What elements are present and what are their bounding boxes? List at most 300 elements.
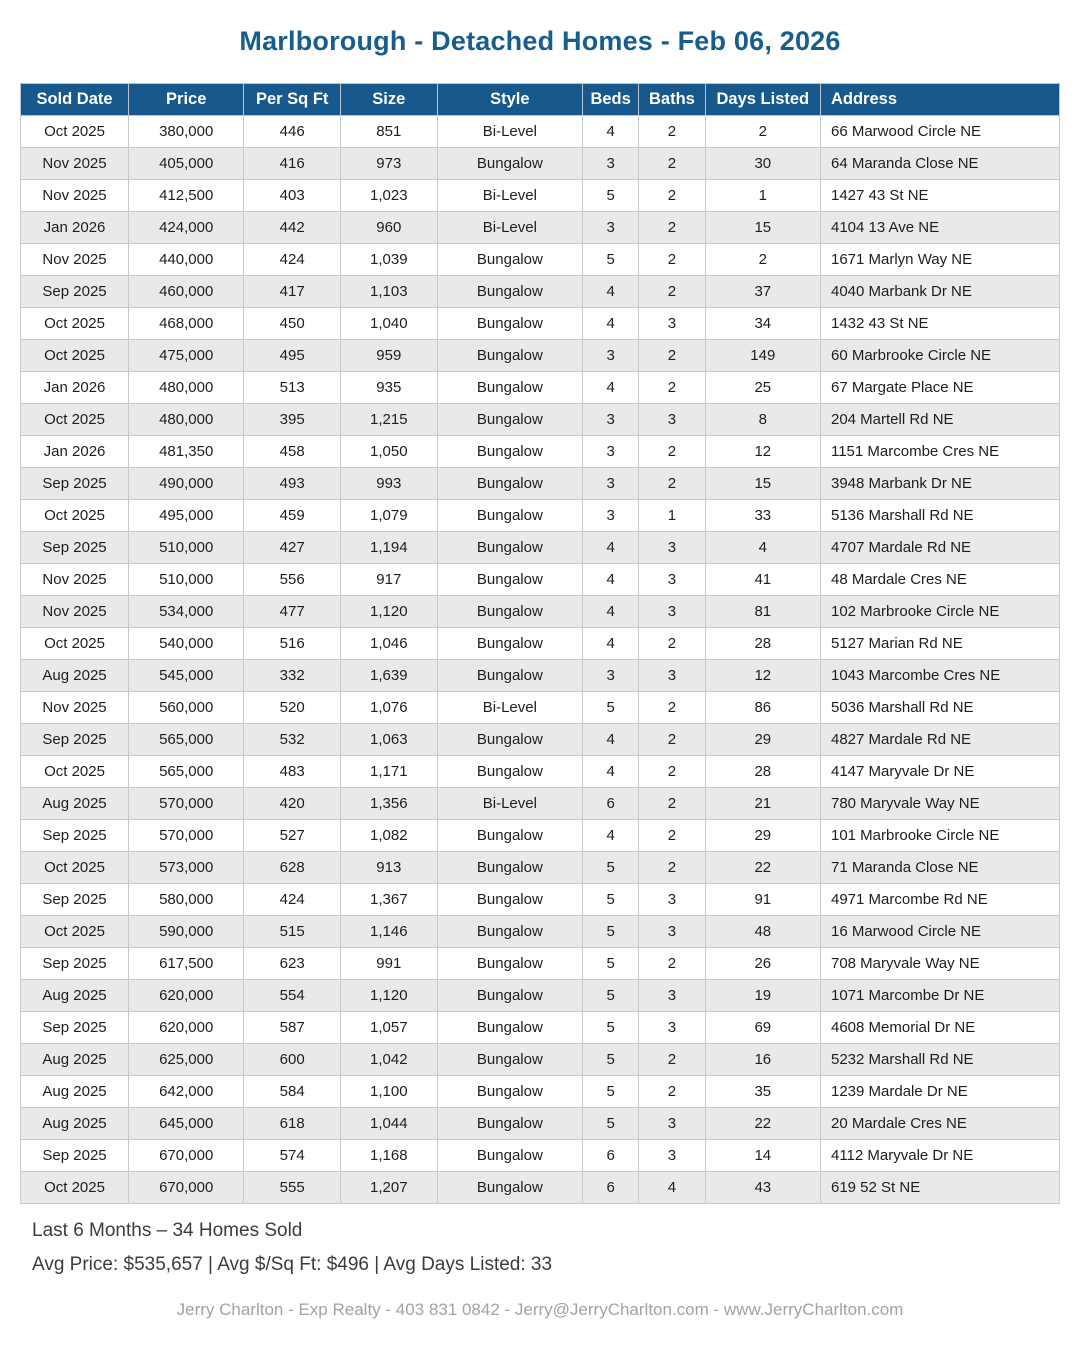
cell-address: 1043 Marcombe Cres NE: [820, 660, 1059, 692]
cell-sold-date: Oct 2025: [21, 116, 129, 148]
cell-baths: 3: [639, 404, 705, 436]
cell-per-sq-ft: 403: [244, 180, 341, 212]
cell-size: 851: [341, 116, 438, 148]
cell-beds: 5: [583, 980, 639, 1012]
cell-price: 570,000: [129, 820, 244, 852]
cell-sold-date: Aug 2025: [21, 980, 129, 1012]
cell-price: 670,000: [129, 1172, 244, 1204]
cell-address: 1151 Marcombe Cres NE: [820, 436, 1059, 468]
cell-days-listed: 25: [705, 372, 820, 404]
summary-line-homes-sold: Last 6 Months – 34 Homes Sold: [32, 1220, 303, 1241]
cell-style: Bungalow: [437, 372, 582, 404]
cell-sold-date: Aug 2025: [21, 1044, 129, 1076]
cell-beds: 3: [583, 148, 639, 180]
cell-per-sq-ft: 332: [244, 660, 341, 692]
cell-sold-date: Sep 2025: [21, 724, 129, 756]
cell-days-listed: 35: [705, 1076, 820, 1108]
cell-beds: 4: [583, 724, 639, 756]
cell-baths: 2: [639, 372, 705, 404]
cell-size: 1,146: [341, 916, 438, 948]
cell-sold-date: Oct 2025: [21, 340, 129, 372]
cell-days-listed: 2: [705, 116, 820, 148]
table-row: [21, 212, 1060, 244]
cell-per-sq-ft: 450: [244, 308, 341, 340]
cell-beds: 4: [583, 372, 639, 404]
cell-per-sq-ft: 574: [244, 1140, 341, 1172]
cell-sold-date: Aug 2025: [21, 788, 129, 820]
cell-beds: 4: [583, 116, 639, 148]
cell-days-listed: 15: [705, 468, 820, 500]
cell-days-listed: 15: [705, 212, 820, 244]
cell-address: 102 Marbrooke Circle NE: [820, 596, 1059, 628]
cell-price: 424,000: [129, 212, 244, 244]
col-header-address: Address: [820, 84, 1059, 116]
cell-per-sq-ft: 477: [244, 596, 341, 628]
table-row: [21, 468, 1060, 500]
cell-style: Bi-Level: [437, 212, 582, 244]
cell-beds: 5: [583, 916, 639, 948]
col-header-beds: Beds: [583, 84, 639, 116]
cell-beds: 3: [583, 340, 639, 372]
cell-baths: 2: [639, 212, 705, 244]
cell-days-listed: 48: [705, 916, 820, 948]
cell-sold-date: Sep 2025: [21, 468, 129, 500]
cell-sold-date: Oct 2025: [21, 628, 129, 660]
cell-address: 16 Marwood Circle NE: [820, 916, 1059, 948]
cell-sold-date: Aug 2025: [21, 1108, 129, 1140]
cell-days-listed: 29: [705, 724, 820, 756]
cell-price: 510,000: [129, 564, 244, 596]
cell-address: 4707 Mardale Rd NE: [820, 532, 1059, 564]
cell-price: 495,000: [129, 500, 244, 532]
cell-baths: 2: [639, 852, 705, 884]
cell-sold-date: Nov 2025: [21, 596, 129, 628]
cell-baths: 2: [639, 1044, 705, 1076]
cell-price: 670,000: [129, 1140, 244, 1172]
cell-price: 565,000: [129, 724, 244, 756]
cell-beds: 5: [583, 244, 639, 276]
cell-size: 1,100: [341, 1076, 438, 1108]
cell-sold-date: Sep 2025: [21, 820, 129, 852]
cell-address: 20 Mardale Cres NE: [820, 1108, 1059, 1140]
cell-days-listed: 41: [705, 564, 820, 596]
cell-per-sq-ft: 513: [244, 372, 341, 404]
cell-sold-date: Sep 2025: [21, 1140, 129, 1172]
cell-size: 1,120: [341, 980, 438, 1012]
cell-baths: 4: [639, 1172, 705, 1204]
cell-price: 480,000: [129, 372, 244, 404]
cell-price: 560,000: [129, 692, 244, 724]
cell-per-sq-ft: 424: [244, 884, 341, 916]
cell-style: Bungalow: [437, 628, 582, 660]
cell-days-listed: 14: [705, 1140, 820, 1172]
cell-baths: 3: [639, 660, 705, 692]
cell-baths: 3: [639, 1140, 705, 1172]
cell-days-listed: 21: [705, 788, 820, 820]
cell-address: 4040 Marbank Dr NE: [820, 276, 1059, 308]
cell-days-listed: 86: [705, 692, 820, 724]
cell-style: Bungalow: [437, 948, 582, 980]
cell-baths: 2: [639, 820, 705, 852]
cell-address: 619 52 St NE: [820, 1172, 1059, 1204]
cell-sold-date: Nov 2025: [21, 148, 129, 180]
cell-sold-date: Jan 2026: [21, 436, 129, 468]
cell-per-sq-ft: 427: [244, 532, 341, 564]
cell-size: 1,046: [341, 628, 438, 660]
cell-size: 1,120: [341, 596, 438, 628]
cell-style: Bungalow: [437, 564, 582, 596]
cell-per-sq-ft: 495: [244, 340, 341, 372]
cell-days-listed: 19: [705, 980, 820, 1012]
table-row: [21, 596, 1060, 628]
col-header-days-listed: Days Listed: [705, 84, 820, 116]
cell-baths: 3: [639, 916, 705, 948]
cell-address: 67 Margate Place NE: [820, 372, 1059, 404]
cell-style: Bungalow: [437, 724, 582, 756]
cell-sold-date: Aug 2025: [21, 660, 129, 692]
cell-beds: 4: [583, 532, 639, 564]
cell-size: 1,367: [341, 884, 438, 916]
cell-style: Bungalow: [437, 916, 582, 948]
cell-address: 64 Maranda Close NE: [820, 148, 1059, 180]
cell-per-sq-ft: 395: [244, 404, 341, 436]
cell-size: 1,079: [341, 500, 438, 532]
cell-price: 440,000: [129, 244, 244, 276]
cell-price: 460,000: [129, 276, 244, 308]
cell-price: 620,000: [129, 980, 244, 1012]
cell-beds: 3: [583, 660, 639, 692]
cell-price: 412,500: [129, 180, 244, 212]
cell-size: 1,356: [341, 788, 438, 820]
cell-sold-date: Oct 2025: [21, 500, 129, 532]
cell-price: 642,000: [129, 1076, 244, 1108]
cell-baths: 3: [639, 1108, 705, 1140]
table-row: [21, 1076, 1060, 1108]
cell-style: Bi-Level: [437, 692, 582, 724]
table-row: [21, 916, 1060, 948]
cell-baths: 3: [639, 980, 705, 1012]
cell-sold-date: Jan 2026: [21, 372, 129, 404]
cell-per-sq-ft: 532: [244, 724, 341, 756]
cell-address: 1071 Marcombe Dr NE: [820, 980, 1059, 1012]
cell-beds: 5: [583, 1076, 639, 1108]
table-row: [21, 1140, 1060, 1172]
cell-baths: 3: [639, 1012, 705, 1044]
cell-price: 617,500: [129, 948, 244, 980]
cell-sold-date: Nov 2025: [21, 180, 129, 212]
col-header-size: Size: [341, 84, 438, 116]
cell-beds: 4: [583, 308, 639, 340]
table-body: [21, 116, 1060, 1204]
cell-per-sq-ft: 458: [244, 436, 341, 468]
cell-per-sq-ft: 515: [244, 916, 341, 948]
cell-size: 973: [341, 148, 438, 180]
table-row: [21, 1172, 1060, 1204]
cell-style: Bungalow: [437, 532, 582, 564]
cell-style: Bi-Level: [437, 116, 582, 148]
cell-price: 468,000: [129, 308, 244, 340]
sold-homes-table: [20, 83, 1060, 1204]
table-header-row: [21, 84, 1060, 116]
cell-baths: 2: [639, 628, 705, 660]
cell-price: 570,000: [129, 788, 244, 820]
cell-per-sq-ft: 516: [244, 628, 341, 660]
cell-style: Bungalow: [437, 148, 582, 180]
cell-size: 991: [341, 948, 438, 980]
cell-address: 3948 Marbank Dr NE: [820, 468, 1059, 500]
cell-address: 4104 13 Ave NE: [820, 212, 1059, 244]
cell-address: 1427 43 St NE: [820, 180, 1059, 212]
cell-style: Bungalow: [437, 852, 582, 884]
cell-sold-date: Oct 2025: [21, 916, 129, 948]
cell-address: 4112 Maryvale Dr NE: [820, 1140, 1059, 1172]
cell-days-listed: 43: [705, 1172, 820, 1204]
table-row: [21, 788, 1060, 820]
table-row: [21, 436, 1060, 468]
cell-size: 1,076: [341, 692, 438, 724]
cell-sold-date: Nov 2025: [21, 692, 129, 724]
cell-per-sq-ft: 554: [244, 980, 341, 1012]
cell-style: Bungalow: [437, 276, 582, 308]
agent-credit-line: Jerry Charlton - Exp Realty - 403 831 0842 - Jerry@JerryCharlton.com - www.JerryCharlton.com: [176, 1300, 904, 1319]
table-row: [21, 180, 1060, 212]
cell-style: Bungalow: [437, 820, 582, 852]
table-row: [21, 692, 1060, 724]
cell-style: Bungalow: [437, 756, 582, 788]
cell-beds: 3: [583, 500, 639, 532]
cell-sold-date: Sep 2025: [21, 884, 129, 916]
cell-size: 1,039: [341, 244, 438, 276]
cell-days-listed: 33: [705, 500, 820, 532]
cell-address: 780 Maryvale Way NE: [820, 788, 1059, 820]
cell-price: 405,000: [129, 148, 244, 180]
cell-style: Bungalow: [437, 980, 582, 1012]
cell-price: 534,000: [129, 596, 244, 628]
cell-price: 573,000: [129, 852, 244, 884]
cell-address: 4147 Maryvale Dr NE: [820, 756, 1059, 788]
cell-price: 510,000: [129, 532, 244, 564]
table-row: [21, 532, 1060, 564]
cell-per-sq-ft: 420: [244, 788, 341, 820]
cell-baths: 2: [639, 148, 705, 180]
cell-price: 475,000: [129, 340, 244, 372]
cell-style: Bungalow: [437, 500, 582, 532]
cell-days-listed: 30: [705, 148, 820, 180]
cell-per-sq-ft: 527: [244, 820, 341, 852]
cell-sold-date: Oct 2025: [21, 1172, 129, 1204]
cell-beds: 6: [583, 1140, 639, 1172]
cell-sold-date: Oct 2025: [21, 756, 129, 788]
cell-beds: 6: [583, 1172, 639, 1204]
table-row: [21, 1012, 1060, 1044]
cell-beds: 5: [583, 948, 639, 980]
table-row: [21, 564, 1060, 596]
cell-address: 708 Maryvale Way NE: [820, 948, 1059, 980]
cell-days-listed: 2: [705, 244, 820, 276]
cell-days-listed: 69: [705, 1012, 820, 1044]
cell-size: 1,050: [341, 436, 438, 468]
cell-size: 1,194: [341, 532, 438, 564]
cell-per-sq-ft: 623: [244, 948, 341, 980]
cell-baths: 2: [639, 468, 705, 500]
cell-price: 481,350: [129, 436, 244, 468]
cell-sold-date: Sep 2025: [21, 948, 129, 980]
cell-size: 1,171: [341, 756, 438, 788]
cell-baths: 3: [639, 564, 705, 596]
cell-baths: 2: [639, 948, 705, 980]
cell-size: 1,215: [341, 404, 438, 436]
cell-style: Bungalow: [437, 340, 582, 372]
cell-price: 620,000: [129, 1012, 244, 1044]
cell-beds: 5: [583, 1108, 639, 1140]
cell-style: Bungalow: [437, 1044, 582, 1076]
cell-beds: 4: [583, 628, 639, 660]
cell-price: 380,000: [129, 116, 244, 148]
cell-style: Bi-Level: [437, 788, 582, 820]
cell-baths: 2: [639, 180, 705, 212]
cell-per-sq-ft: 446: [244, 116, 341, 148]
cell-address: 71 Maranda Close NE: [820, 852, 1059, 884]
cell-baths: 2: [639, 1076, 705, 1108]
cell-price: 490,000: [129, 468, 244, 500]
cell-beds: 3: [583, 436, 639, 468]
cell-days-listed: 26: [705, 948, 820, 980]
cell-style: Bungalow: [437, 1108, 582, 1140]
cell-price: 580,000: [129, 884, 244, 916]
cell-price: 480,000: [129, 404, 244, 436]
cell-sold-date: Oct 2025: [21, 308, 129, 340]
cell-style: Bungalow: [437, 884, 582, 916]
cell-sold-date: Oct 2025: [21, 404, 129, 436]
cell-size: 1,168: [341, 1140, 438, 1172]
cell-beds: 3: [583, 404, 639, 436]
cell-baths: 3: [639, 308, 705, 340]
cell-sold-date: Nov 2025: [21, 564, 129, 596]
cell-style: Bungalow: [437, 1012, 582, 1044]
cell-beds: 5: [583, 692, 639, 724]
cell-baths: 2: [639, 116, 705, 148]
cell-price: 545,000: [129, 660, 244, 692]
table-row: [21, 116, 1060, 148]
cell-sold-date: Sep 2025: [21, 276, 129, 308]
cell-per-sq-ft: 459: [244, 500, 341, 532]
cell-address: 204 Martell Rd NE: [820, 404, 1059, 436]
cell-baths: 2: [639, 244, 705, 276]
col-header-style: Style: [437, 84, 582, 116]
cell-size: 1,063: [341, 724, 438, 756]
cell-baths: 1: [639, 500, 705, 532]
cell-beds: 4: [583, 756, 639, 788]
cell-address: 1432 43 St NE: [820, 308, 1059, 340]
cell-size: 1,040: [341, 308, 438, 340]
cell-address: 1239 Mardale Dr NE: [820, 1076, 1059, 1108]
cell-style: Bungalow: [437, 1140, 582, 1172]
cell-price: 590,000: [129, 916, 244, 948]
table-row: [21, 820, 1060, 852]
cell-size: 1,207: [341, 1172, 438, 1204]
cell-address: 48 Mardale Cres NE: [820, 564, 1059, 596]
summary-line-averages: Avg Price: $535,657 | Avg $/Sq Ft: $496 | Avg Days Listed: 33: [32, 1254, 553, 1275]
cell-size: 1,103: [341, 276, 438, 308]
cell-style: Bungalow: [437, 404, 582, 436]
cell-days-listed: 12: [705, 660, 820, 692]
cell-sold-date: Nov 2025: [21, 244, 129, 276]
col-header-price: Price: [129, 84, 244, 116]
cell-price: 645,000: [129, 1108, 244, 1140]
cell-days-listed: 34: [705, 308, 820, 340]
cell-per-sq-ft: 520: [244, 692, 341, 724]
cell-per-sq-ft: 424: [244, 244, 341, 276]
cell-days-listed: 29: [705, 820, 820, 852]
cell-beds: 5: [583, 852, 639, 884]
cell-sold-date: Oct 2025: [21, 852, 129, 884]
cell-size: 1,639: [341, 660, 438, 692]
table-row: [21, 308, 1060, 340]
cell-beds: 5: [583, 1012, 639, 1044]
col-header-baths: Baths: [639, 84, 705, 116]
cell-size: 1,044: [341, 1108, 438, 1140]
cell-baths: 2: [639, 692, 705, 724]
cell-baths: 3: [639, 596, 705, 628]
cell-beds: 3: [583, 468, 639, 500]
cell-address: 66 Marwood Circle NE: [820, 116, 1059, 148]
page-title: Marlborough - Detached Homes - Feb 06, 2026: [239, 26, 841, 56]
table-row: [21, 372, 1060, 404]
cell-beds: 5: [583, 180, 639, 212]
cell-baths: 2: [639, 436, 705, 468]
cell-per-sq-ft: 493: [244, 468, 341, 500]
cell-days-listed: 28: [705, 628, 820, 660]
cell-address: 4827 Mardale Rd NE: [820, 724, 1059, 756]
cell-size: 993: [341, 468, 438, 500]
cell-baths: 2: [639, 340, 705, 372]
cell-style: Bungalow: [437, 468, 582, 500]
cell-address: 5232 Marshall Rd NE: [820, 1044, 1059, 1076]
cell-sold-date: Aug 2025: [21, 1076, 129, 1108]
cell-sold-date: Sep 2025: [21, 532, 129, 564]
cell-size: 913: [341, 852, 438, 884]
table-row: [21, 660, 1060, 692]
cell-per-sq-ft: 584: [244, 1076, 341, 1108]
cell-size: 935: [341, 372, 438, 404]
cell-style: Bi-Level: [437, 180, 582, 212]
cell-address: 1671 Marlyn Way NE: [820, 244, 1059, 276]
cell-size: 959: [341, 340, 438, 372]
table-row: [21, 1044, 1060, 1076]
cell-days-listed: 12: [705, 436, 820, 468]
cell-style: Bungalow: [437, 244, 582, 276]
cell-baths: 3: [639, 884, 705, 916]
cell-address: 5036 Marshall Rd NE: [820, 692, 1059, 724]
cell-style: Bungalow: [437, 436, 582, 468]
cell-beds: 4: [583, 596, 639, 628]
cell-baths: 3: [639, 532, 705, 564]
cell-per-sq-ft: 442: [244, 212, 341, 244]
cell-days-listed: 149: [705, 340, 820, 372]
cell-address: 4971 Marcombe Rd NE: [820, 884, 1059, 916]
cell-size: 1,082: [341, 820, 438, 852]
table-row: [21, 724, 1060, 756]
table-row: [21, 980, 1060, 1012]
table-row: [21, 756, 1060, 788]
cell-style: Bungalow: [437, 308, 582, 340]
cell-per-sq-ft: 618: [244, 1108, 341, 1140]
table-row: [21, 404, 1060, 436]
table-row: [21, 884, 1060, 916]
table-row: [21, 148, 1060, 180]
cell-beds: 4: [583, 564, 639, 596]
cell-size: 1,042: [341, 1044, 438, 1076]
